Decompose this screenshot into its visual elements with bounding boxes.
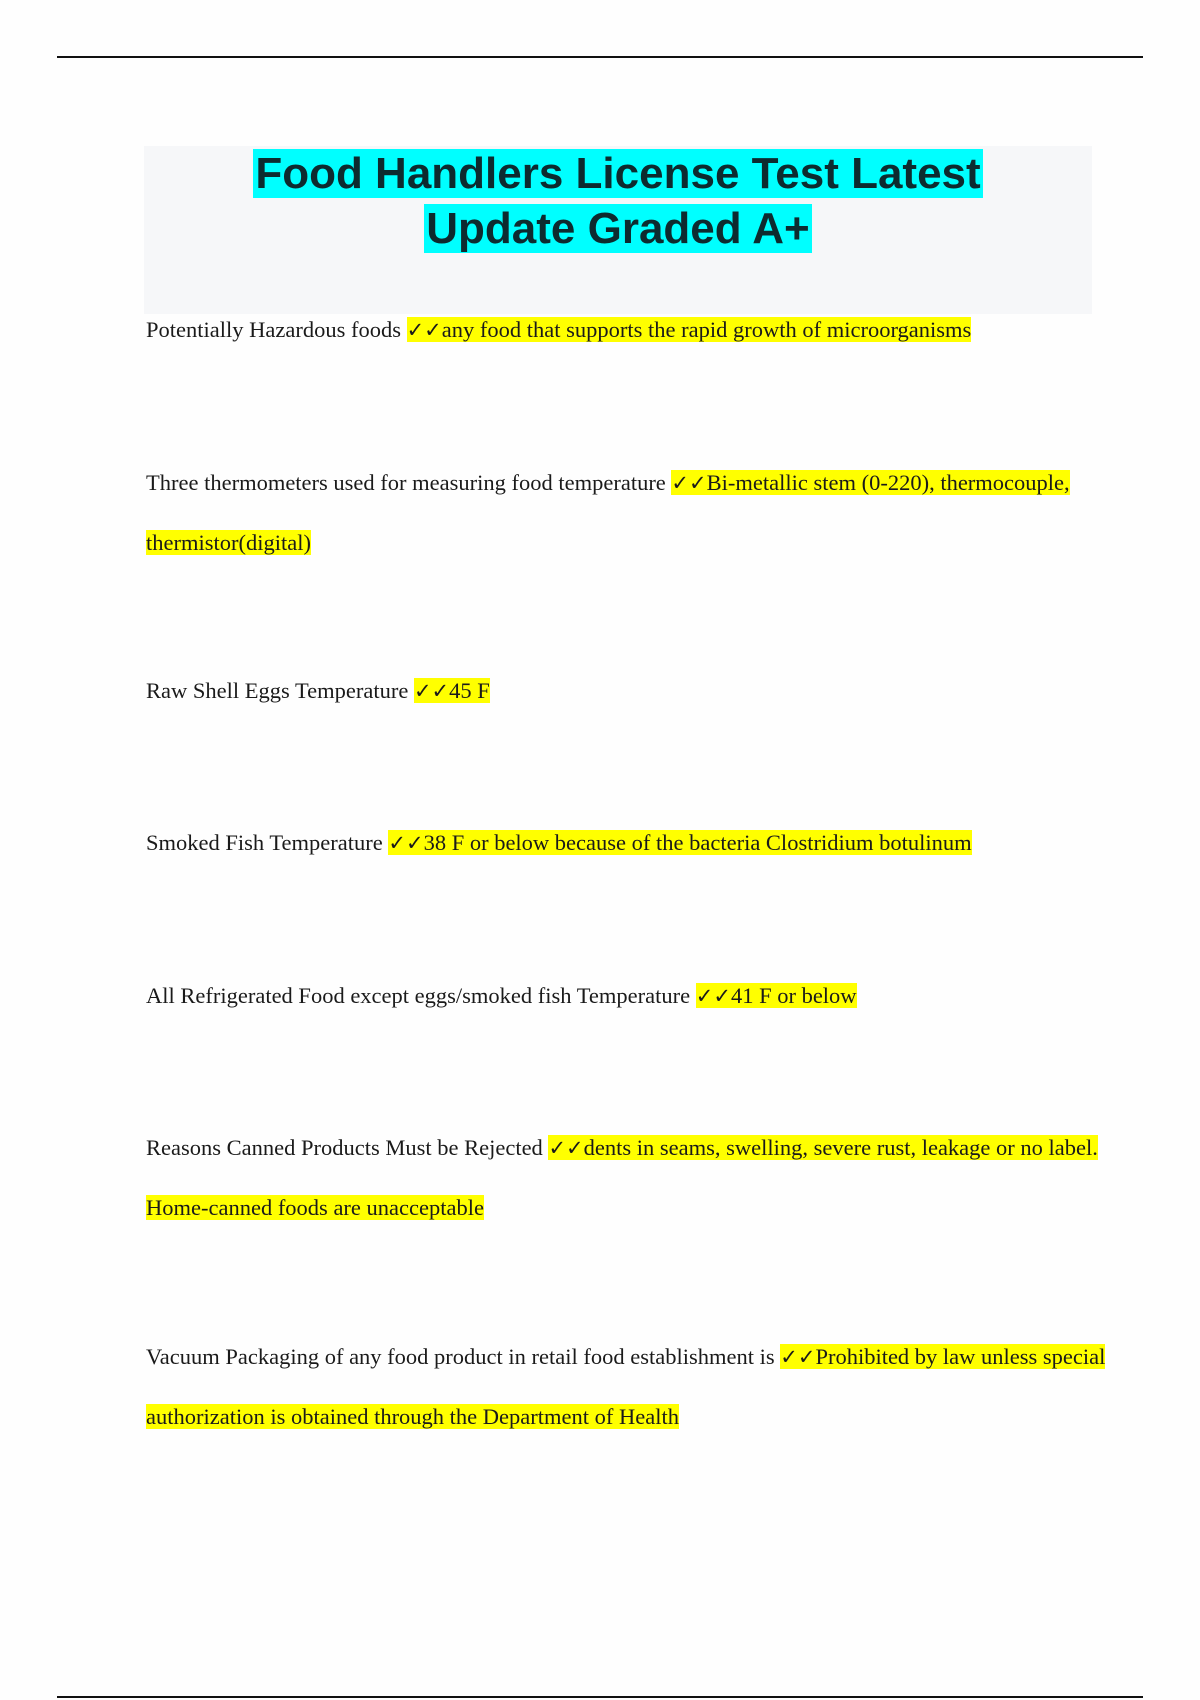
qa-item: [146, 1327, 1106, 1447]
answer-text: Prohibited by law unless special authorization is obtained through the Department of Health: [146, 1344, 1106, 1429]
title-line-2: Update Graded A+: [426, 204, 810, 253]
answer-text: 38 F or below because of the bacteria Clostridium botulinum: [423, 830, 972, 855]
question-text: Raw Shell Eggs Temperature: [146, 678, 409, 703]
double-check-icon: ✓✓: [671, 471, 707, 495]
double-check-icon: ✓✓: [406, 318, 442, 342]
document-title: [144, 146, 1092, 256]
qa-item: [146, 300, 1106, 360]
double-check-icon: ✓✓: [780, 1345, 816, 1369]
qa-item: [146, 813, 1106, 873]
question-text: All Refrigerated Food except eggs/smoked fish Temperature: [146, 983, 691, 1008]
double-check-icon: ✓✓: [695, 984, 731, 1008]
question-text: Three thermometers used for measuring food temperature: [146, 470, 666, 495]
title-line-1: Food Handlers License Test Latest: [255, 149, 981, 198]
bottom-rule: [57, 1696, 1143, 1698]
answer-text: dents in seams, swelling, severe rust, leakage or no label. Home-canned foods are unacceptable: [146, 1135, 1098, 1220]
question-text: Potentially Hazardous foods: [146, 317, 401, 342]
title-block: [144, 146, 1092, 314]
question-text: Smoked Fish Temperature: [146, 830, 383, 855]
qa-item: [146, 453, 1106, 573]
answer-text: any food that supports the rapid growth of microorganisms: [441, 317, 972, 342]
double-check-icon: ✓✓: [388, 831, 424, 855]
question-text: Reasons Canned Products Must be Rejected: [146, 1135, 543, 1160]
qa-item: [146, 661, 1106, 721]
double-check-icon: ✓✓: [413, 679, 450, 703]
qa-item: [146, 966, 1106, 1026]
answer-text: 41 F or below: [730, 983, 857, 1008]
double-check-icon: ✓✓: [548, 1136, 584, 1160]
top-rule: [57, 56, 1143, 58]
qa-item: [146, 1118, 1106, 1238]
answer-text: Bi-metallic stem (0-220), thermocouple, thermistor(digital): [146, 470, 1070, 555]
question-text: Vacuum Packaging of any food product in retail food establishment is: [146, 1344, 775, 1369]
answer-text: 45 F: [449, 678, 490, 703]
answer-highlight: [696, 983, 857, 1008]
answer-highlight: [407, 317, 972, 342]
answer-highlight: [414, 678, 490, 703]
answer-highlight: [388, 830, 971, 855]
